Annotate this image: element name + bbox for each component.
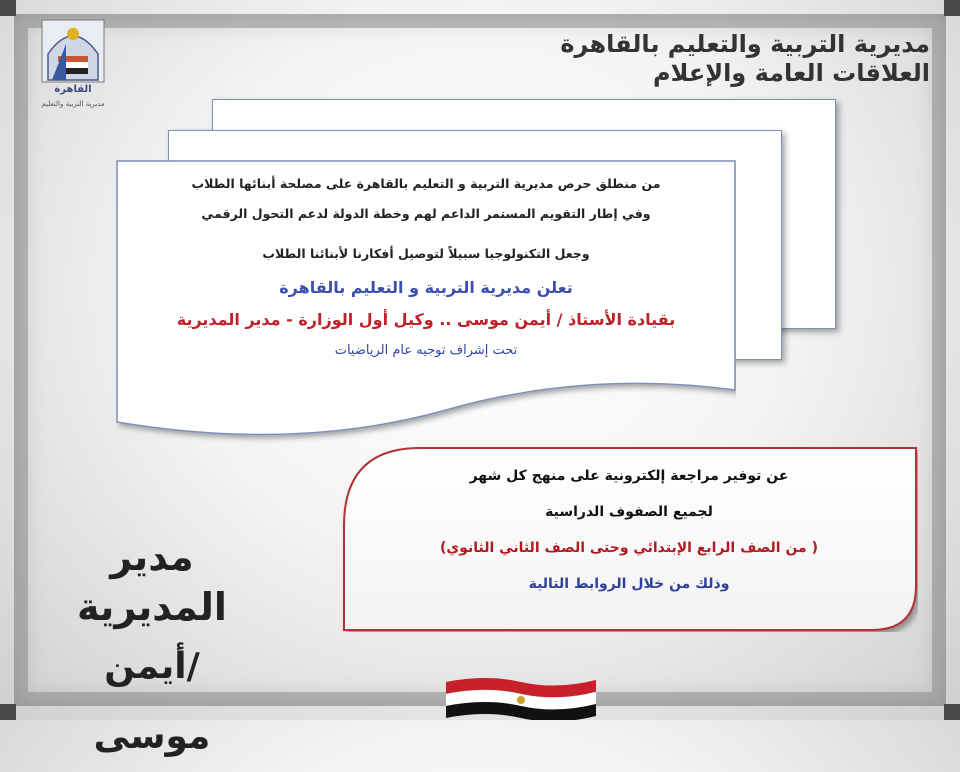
- frame-corner: [0, 0, 16, 16]
- details-line: لجميع الصفوف الدراسية: [545, 504, 713, 520]
- announcement-document: [116, 160, 736, 450]
- announcement-line: من منطلق حرص مديرية التربية و التعليم بالقاهرة على مصلحة أبنائها الطلاب: [191, 176, 661, 191]
- directorate-logo-icon: [38, 14, 108, 110]
- egypt-flag-icon: [446, 674, 596, 720]
- announcement-leadership: بقيادة الأستاذ / أيمن موسى .. وكيل أول الوزارة - مدير المديرية: [176, 310, 676, 329]
- page-header: [560, 30, 930, 88]
- details-links-note: وذلك من خلال الروابط التالية: [528, 576, 730, 592]
- announcement-line: وفي إطار التقويم المستمر الداعم لهم وخطة الدولة لدعم التحول الرقمي: [201, 206, 651, 221]
- announcement-supervision: تحت إشراف توجيه عام الرياضيات: [334, 343, 518, 358]
- logo-subtext: مديرية التربية والتعليم: [41, 100, 105, 108]
- details-grades: ( من الصف الرابع الإبتدائي وحتى الصف الثاني الثانوي): [440, 540, 818, 556]
- frame-corner: [0, 704, 16, 720]
- frame-corner: [944, 0, 960, 16]
- announcement-headline: تعلن مديرية التربية و التعليم بالقاهرة: [279, 278, 573, 297]
- director-title: مدير المديرية: [77, 535, 227, 629]
- frame-corner: [944, 704, 960, 720]
- details-card: [340, 446, 918, 632]
- director-signature: [52, 532, 252, 772]
- director-name: /أيمن موسى: [93, 646, 211, 757]
- header-subtitle: العلاقات العامة والإعلام: [653, 58, 930, 87]
- header-title: مديرية التربية والتعليم بالقاهرة: [560, 30, 930, 58]
- details-line: عن توفير مراجعة إلكترونية على منهج كل شهر: [469, 468, 789, 484]
- announcement-line: وجعل التكنولوجيا سبيلاً لتوصيل أفكارنا لأبنائنا الطلاب: [262, 246, 590, 261]
- logo-text: القاهرة: [54, 84, 92, 95]
